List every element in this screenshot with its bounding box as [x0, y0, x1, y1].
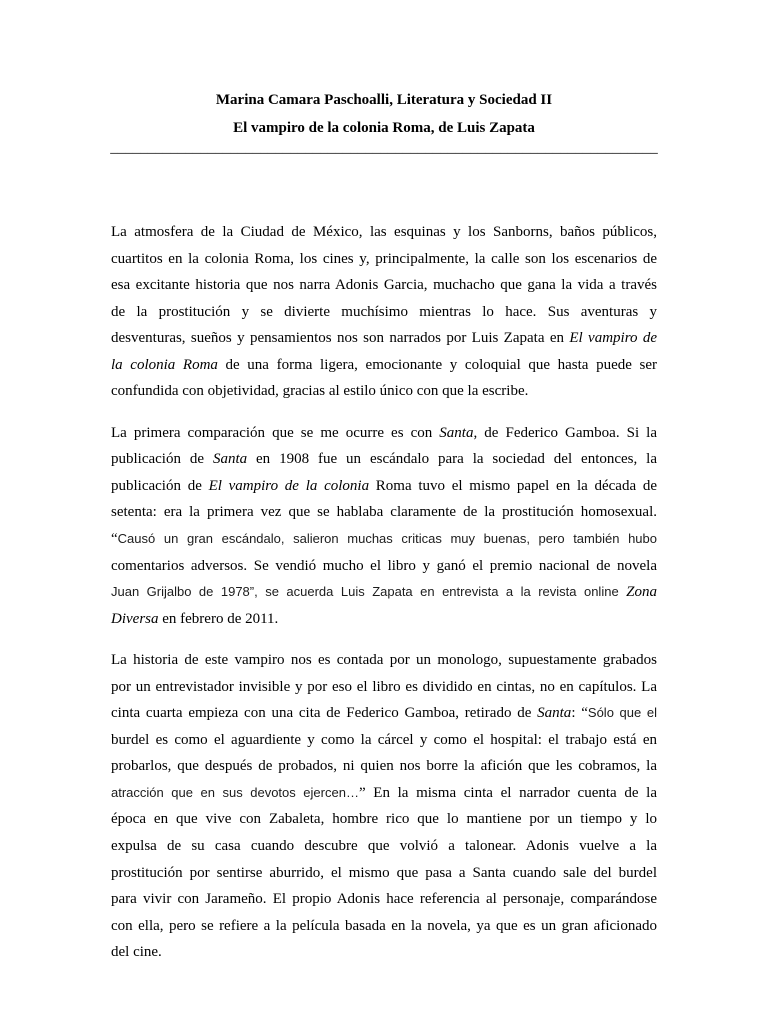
text-line — [111, 647, 657, 674]
text-run: publicación de — [111, 477, 209, 494]
text-line — [111, 219, 657, 246]
text-line — [111, 473, 657, 500]
text-run: La historia de este vampiro nos es contada por un monologo, supuestamente grabados — [111, 652, 657, 669]
text-line — [111, 806, 657, 833]
text-run: comentarios adversos. Se vendió mucho el libro y ganó el premio nacional de novela — [111, 557, 657, 574]
text-run: cuartitos en la colonia Roma, los cines y, principalmente, la calle son los escenarios de — [111, 250, 657, 267]
italic-title-run: Santa — [439, 424, 474, 441]
text-run: probarlos, que después de probados, ni quien nos borre la afición que les cobramos, la — [111, 758, 657, 775]
text-line — [111, 499, 657, 526]
italic-title-run: Diversa — [111, 610, 159, 627]
text-line — [111, 860, 657, 887]
text-line — [111, 272, 657, 299]
text-line — [111, 579, 657, 606]
text-run: La primera comparación que se me ocurre es con — [111, 424, 440, 441]
text-run: expulsa de su casa cuando descubre que volvió a talonear. Adonis vuelve a la — [111, 838, 657, 855]
text-line — [111, 420, 657, 447]
header-line-work-title: El vampiro de la colonia Roma, de Luis Zapata — [233, 120, 535, 136]
text-line — [111, 352, 657, 379]
text-run: setenta: era la primera vez que se hablaba claramente de la prostitución homosexual. — [111, 504, 657, 521]
header-line-author-course: Marina Camara Paschoalli, Literatura y Sociedad II — [215, 92, 553, 108]
text-run: La atmosfera de la Ciudad de México, las esquinas y los Sanborns, baños públicos, — [111, 224, 657, 240]
text-run: por un entrevistador invisible y por eso el libro es dividido en cintas, no en capítulos. La — [111, 678, 657, 695]
quoted-text-run: Juan Grijalbo de 1978”, se acuerda Luis Zapata en entrevista a la revista online — [111, 584, 627, 600]
text-run: Roma tuvo el mismo papel en la década de — [369, 477, 658, 494]
body-paragraph — [111, 647, 657, 966]
text-run: publicación de — [111, 451, 213, 468]
text-run: en 1908 fue un escándalo para la sociedad del entonces, la — [247, 451, 657, 468]
text-run: “ — [111, 531, 118, 548]
document-body — [111, 219, 657, 981]
text-run: desventuras, sueños y pensamientos nos son narrados por Luis Zapata en — [111, 330, 570, 347]
text-line — [111, 553, 657, 580]
text-run: : “ — [571, 705, 588, 722]
text-run: en febrero de 2011. — [158, 610, 279, 627]
text-line — [111, 780, 657, 807]
quoted-text-run: Causó un gran escándalo, salieron muchas criticas muy buenas, pero también hubo — [117, 531, 657, 547]
text-line — [111, 700, 657, 727]
text-run: burdel es como el aguardiente y como la cárcel y como el hospital: el trabajo está en — [111, 731, 657, 748]
text-run: ” En la misma cinta el narrador cuenta de la — [358, 784, 658, 801]
text-line — [111, 886, 657, 913]
text-line — [111, 939, 657, 966]
italic-title-run: Santa — [212, 451, 248, 468]
text-run: , de Federico Gamboa. Si la — [473, 424, 657, 441]
body-paragraph — [111, 219, 657, 405]
text-line — [111, 913, 657, 940]
text-line — [111, 378, 657, 405]
text-line — [111, 446, 657, 473]
italic-title-run: la colonia Roma — [111, 356, 218, 373]
text-line — [111, 833, 657, 860]
quoted-text-run: atracción que en sus devotos ejercen… — [111, 784, 359, 800]
text-line — [111, 753, 657, 780]
text-run: prostitución por sentirse aburrido, el mismo que pasa a Santa cuando sale del burdel — [111, 864, 657, 881]
italic-title-run: El vampiro de la colonia — [208, 477, 370, 494]
text-run: para vivir con Jarameño. El propio Adonis hace referencia al personaje, comparándose — [111, 891, 657, 908]
text-line — [111, 727, 657, 754]
text-run: del cine. — [111, 944, 162, 961]
text-line — [111, 606, 657, 633]
text-run: de una forma ligera, emocionante y coloquial que hasta puede ser — [217, 356, 658, 373]
italic-title-run: Zona — [626, 584, 657, 601]
body-paragraph — [111, 420, 657, 632]
italic-title-run: El vampiro de — [569, 330, 657, 347]
text-run: con ella, pero se refiere a la película basada en la novela, ya que es un gran aficionado — [111, 917, 657, 934]
text-run: cinta cuarta empieza con una cita de Federico Gamboa, retirado de — [111, 705, 538, 722]
text-run: esa excitante historia que nos narra Adonis Garcia, muchacho que gana la vida a través — [111, 277, 657, 294]
header-rule: _________________________________________________________________________ — [110, 140, 658, 156]
document-header — [0, 86, 768, 142]
italic-title-run: Santa — [537, 705, 572, 722]
text-line — [111, 299, 657, 326]
text-line — [111, 674, 657, 701]
text-run: época en que vive con Zabaleta, hombre rico que lo mantiene por un tiempo y lo — [111, 811, 657, 828]
quoted-text-run: Sólo que el — [587, 705, 657, 721]
text-run: de la prostitución y se divierte muchísimo mientras lo hace. Sus aventuras y — [111, 303, 657, 320]
text-run: confundida con objetividad, gracias al estilo único con que la escribe. — [111, 383, 529, 400]
text-line — [111, 526, 657, 553]
text-line — [111, 325, 657, 352]
text-line — [111, 246, 657, 273]
